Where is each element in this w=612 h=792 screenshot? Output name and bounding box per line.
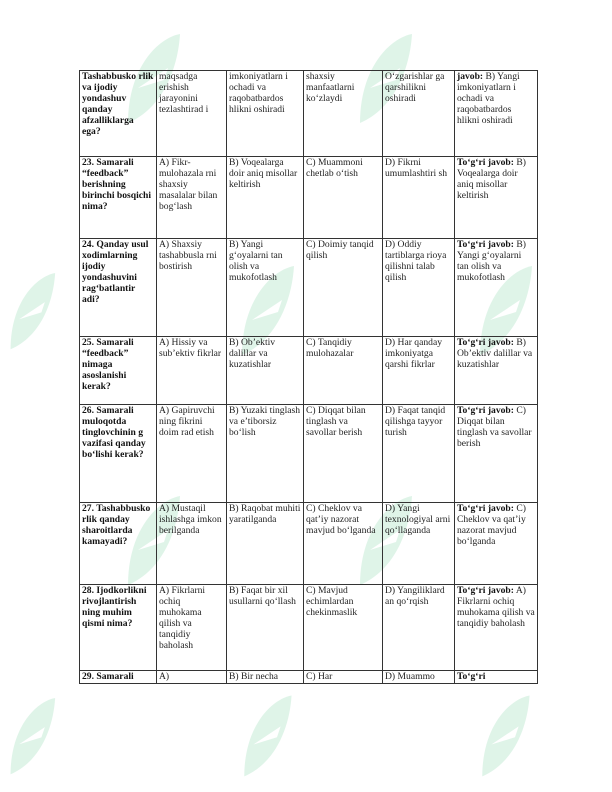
option-a-cell: A) Gapiruvchi ning fikrini doim rad etish [157, 405, 227, 503]
question-cell: 23. Samarali “feedback” berishning birinchi bosqichi nima? [80, 157, 157, 239]
answer-label: To‘g‘ri [457, 671, 486, 682]
question-cell: 26. Samarali muloqotda tinglovchinin g vazifasi qanday bo‘lishi kerak? [80, 405, 157, 503]
answer-cell [455, 503, 538, 585]
option-a-cell: maqsadga erishish jarayonini tezlashtirad i [157, 71, 227, 157]
answer-cell [455, 337, 538, 405]
leaf-watermark-icon [232, 690, 302, 790]
table-row [80, 671, 538, 684]
answer-cell [455, 71, 538, 157]
option-c-cell: C) Cheklov va qat’iy nazorat mavjud bo‘lganda [304, 503, 383, 585]
option-b-cell: B) Raqobat muhiti yaratilganda [227, 503, 304, 585]
option-c-cell: C) Diqqat bilan tinglash va savollar berish [304, 405, 383, 503]
table-row [80, 157, 538, 239]
answer-cell [455, 239, 538, 337]
option-a-cell: A) Hissiy va sub’ektiv fikrlar [157, 337, 227, 405]
option-b-cell: B) Faqat bir xil usullarni qo‘llash [227, 585, 304, 671]
table-row [80, 503, 538, 585]
option-d-cell: D) Oddiy tartiblarga rioya qilishni talab qilish [383, 239, 455, 337]
table-row [80, 585, 538, 671]
answer-text: B) Voqealarga doir aniq misollar keltirish [457, 157, 526, 202]
option-d-cell: D) Yangiliklard an qo‘rqish [383, 585, 455, 671]
table-row [80, 337, 538, 405]
option-c-cell: C) Mavjud echimlardan chekinmaslik [304, 585, 383, 671]
question-cell: 24. Qanday usul xodimlarning ijodiy yondashuvini rag‘batlantir adi? [80, 239, 157, 337]
answer-label: To‘g‘ri javob: [457, 503, 514, 514]
option-d-cell: O‘zgarishlar ga qarshilikni oshiradi [383, 71, 455, 157]
question-cell: Tashabbusko rlik va ijodiy yondashuv qanday afzalliklarga ega? [80, 71, 157, 157]
option-b-cell: B) Bir necha [227, 671, 304, 684]
option-c-cell: shaxsiy manfaatlarni ko‘zlaydi [304, 71, 383, 157]
answer-cell [455, 585, 538, 671]
answer-text: B) Ob’ektiv dalillar va kuzatishlar [457, 337, 533, 371]
question-cell: 27. Tashabbusko rlik qanday sharoitlarda kamayadi? [80, 503, 157, 585]
option-b-cell: B) Voqealarga doir aniq misollar keltirish [227, 157, 304, 239]
table-row [80, 71, 538, 157]
option-a-cell: A) Fikr-mulohazala rni shaxsiy masalalar bilan bog‘lash [157, 157, 227, 239]
answer-label: To‘g‘ri javob: [457, 405, 514, 416]
option-c-cell: C) Doimiy tanqid qilish [304, 239, 383, 337]
table-row [80, 239, 538, 337]
answer-label: To‘g‘ri javob: [457, 337, 514, 348]
leaf-watermark-icon [2, 690, 62, 790]
answer-text: A) Fikrlarni ochiq muhokama qilish va tanqidiy baholash [457, 585, 535, 630]
leaf-watermark-icon [2, 260, 62, 370]
option-d-cell: D) Har qanday imkoniyatga qarshi fikrlar [383, 337, 455, 405]
answer-cell [455, 157, 538, 239]
question-cell: 29. Samarali [80, 671, 157, 684]
question-cell: 25. Samarali “feedback” nimaga asoslanishi kerak? [80, 337, 157, 405]
answer-text: C) Diqqat bilan tinglash va savollar berish [457, 405, 532, 450]
option-b-cell: B) Ob’ektiv dalillar va kuzatishlar [227, 337, 304, 405]
answer-cell [455, 671, 538, 684]
option-a-cell: A) Fikrlarni ochiq muhokama qilish va tanqidiy baholash [157, 585, 227, 671]
option-d-cell: D) Fikrni umumlashtiri sh [383, 157, 455, 239]
answer-label: javob: [457, 71, 484, 82]
option-b-cell: B) Yangi g‘oyalarni tan olish va mukofotlash [227, 239, 304, 337]
answer-text: B) Yangi g‘oyalarni tan olish va mukofotlash [457, 239, 526, 284]
answer-label: To‘g‘ri javob: [457, 239, 514, 250]
option-a-cell: A) Mustaqil ishlashga imkon berilganda [157, 503, 227, 585]
option-c-cell: C) Muammoni chetlab o‘tish [304, 157, 383, 239]
option-b-cell: imkoniyatlarn i ochadi va raqobatbardos hlikni oshiradi [227, 71, 304, 157]
answer-cell [455, 405, 538, 503]
answer-label: To‘g‘ri javob: [457, 157, 514, 168]
option-a-cell: A) [157, 671, 227, 684]
answer-text: B) Yangi imkoniyatlarn i ochadi va raqobatbardos hlikni oshiradi [457, 71, 520, 127]
option-d-cell: D) Muammo [383, 671, 455, 684]
answer-label: To‘g‘ri javob: [457, 585, 514, 596]
option-a-cell: A) Shaxsiy tashabbusla rni bostirish [157, 239, 227, 337]
option-c-cell: C) Har [304, 671, 383, 684]
option-c-cell: C) Tanqidiy mulohazalar [304, 337, 383, 405]
option-d-cell: D) Yangi texnologiyal arni qo‘llaganda [383, 503, 455, 585]
option-d-cell: D) Faqat tanqid qilishga tayyor turish [383, 405, 455, 503]
table-row [80, 405, 538, 503]
leaf-watermark-icon [470, 690, 540, 790]
quiz-table [79, 70, 538, 684]
question-cell: 28. Ijodkorlikni rivojlantirish ning muhim qismi nima? [80, 585, 157, 671]
option-b-cell: B) Yuzaki tinglash va e’tiborsiz bo‘lish [227, 405, 304, 503]
answer-text: C) Cheklov va qat’iy nazorat mavjud bo‘lganda [457, 503, 526, 548]
